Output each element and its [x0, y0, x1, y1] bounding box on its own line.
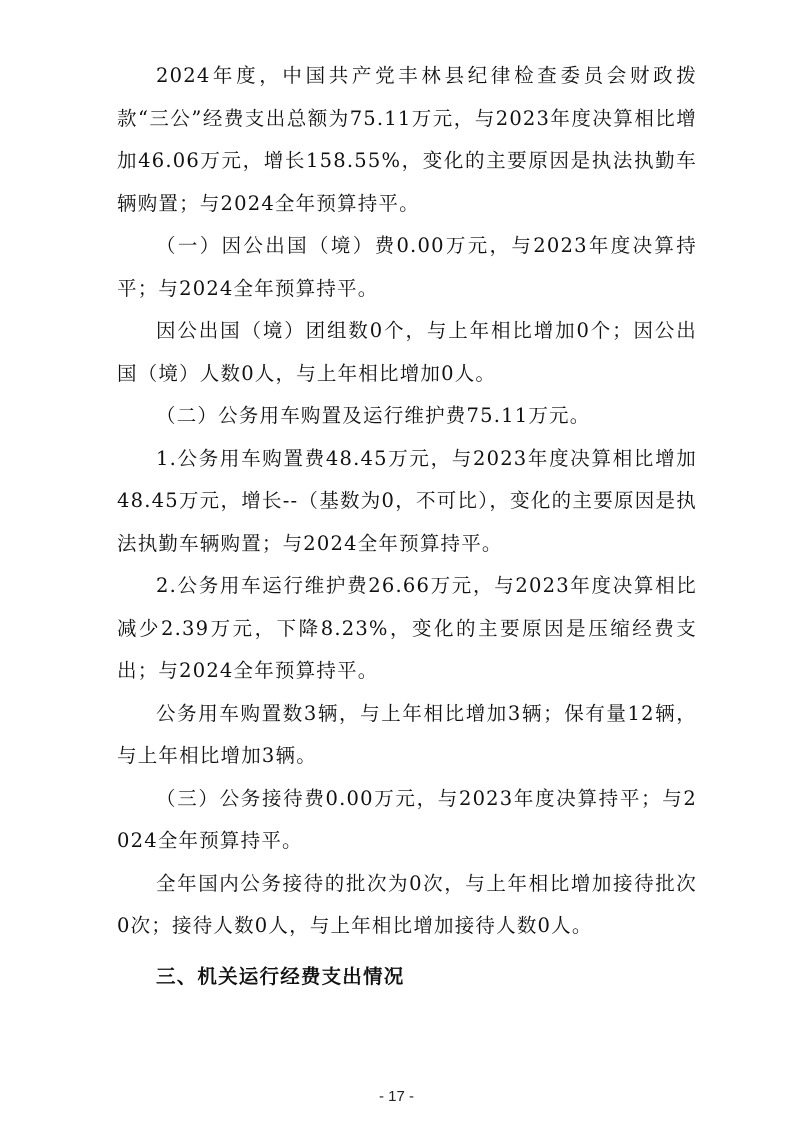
paragraph-vehicle-total: （二）公务用车购置及运行维护费75.11万元。	[156, 404, 591, 427]
paragraph-reception-count: 全年国内公务接待的批次为0次，与上年相比增加接待批次0次；接待人数0人，与上年相比增加接待人数0人。	[117, 871, 697, 937]
paragraph-three-public-total: 2024年度，中国共产党丰林县纪律检查委员会财政拨款“三公”经费支出总额为75.11万元，与2023年度决算相比增加46.06万元，增长158.55%，变化的主要原因是执法执勤车辆购置；与2024全年预算持平。	[117, 64, 697, 215]
paragraph-vehicle-count: 公务用车购置数3辆，与上年相比增加3辆；保有量12辆，与上年相比增加3辆。	[117, 701, 697, 767]
paragraph-vehicle-maintenance: 2.公务用车运行维护费26.66万元，与2023年度决算相比减少2.39万元，下降8.23%，变化的主要原因是压缩经费支出；与2024全年预算持平。	[117, 574, 697, 682]
paragraph-overseas-travel-cost: （一）因公出国（境）费0.00万元，与2023年度决算持平；与2024全年预算持平。	[117, 234, 697, 300]
document-body	[117, 55, 697, 998]
section-heading: 三、机关运行经费支出情况	[156, 964, 405, 988]
page-number: - 17 -	[378, 1088, 414, 1105]
paragraph-reception-cost: （三）公务接待费0.00万元，与2023年度决算持平；与2024全年预算持平。	[117, 786, 697, 852]
paragraph-vehicle-purchase: 1.公务用车购置费48.45万元，与2023年度决算相比增加48.45万元，增长--（基数为0，不可比），变化的主要原因是执法执勤车辆购置；与2024全年预算持平。	[117, 446, 697, 555]
paragraph-overseas-travel-groups: 因公出国（境）团组数0个，与上年相比增加0个；因公出国（境）人数0人，与上年相比增加0人。	[117, 319, 697, 385]
